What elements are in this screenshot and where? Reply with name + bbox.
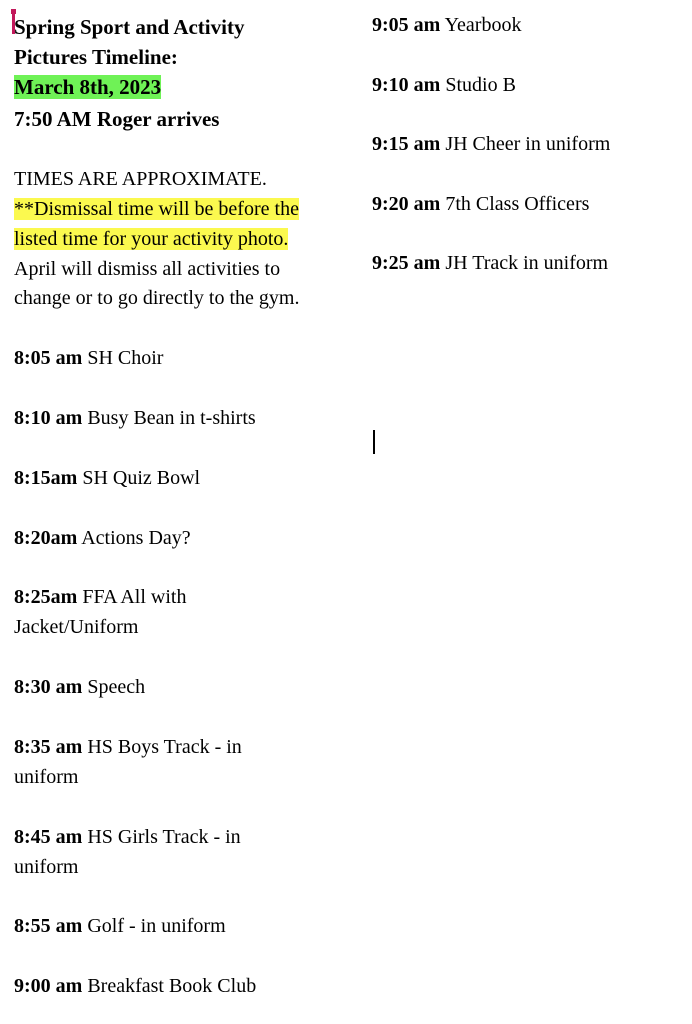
text-cursor: [373, 430, 375, 454]
arrival-line: 7:50 AM Roger arrives: [14, 106, 220, 131]
entry-activity: SH Choir: [82, 347, 164, 370]
schedule-entry: [14, 912, 334, 942]
left-column: [14, 12, 334, 1002]
entry-activity: HS Girls Track - in: [82, 825, 241, 848]
schedule-entry: [14, 823, 334, 883]
schedule-entry: [14, 464, 334, 494]
entry-activity: JH Track in uniform: [440, 252, 609, 274]
entry-activity: HS Boys Track - in: [82, 735, 242, 758]
dismissal-note: [14, 195, 334, 255]
date-line: [14, 72, 334, 104]
schedule-left-list: [14, 314, 334, 1002]
schedule-entry: [14, 733, 334, 793]
schedule-right-list: [372, 11, 682, 279]
entry-activity: Yearbook: [440, 14, 522, 36]
entry-time: 8:45 am: [14, 825, 83, 848]
document-title: [14, 12, 334, 72]
event-date: March 8th, 2023: [14, 75, 162, 99]
dismissal-line-2: listed time for your activity photo.: [14, 227, 289, 250]
entry-activity-continued: uniform: [14, 855, 79, 878]
schedule-entry: [372, 249, 682, 279]
schedule-entry: [14, 583, 334, 643]
schedule-entry: [372, 71, 682, 101]
schedule-entry: [372, 130, 682, 160]
entry-activity: Busy Bean in t-shirts: [82, 407, 256, 430]
entry-time: 8:10 am: [14, 407, 83, 430]
entry-activity: 7th Class Officers: [440, 192, 590, 215]
entry-time: 9:25 am: [372, 252, 441, 274]
entry-activity: Golf - in uniform: [82, 915, 226, 938]
entry-time: 8:15am: [14, 466, 78, 489]
dismissal-line-1: **Dismissal time will be before the: [14, 197, 299, 220]
instructions-line-1: April will dismiss all activities to: [14, 257, 281, 280]
entry-activity: SH Quiz Bowl: [77, 466, 201, 489]
entry-activity: Actions Day?: [77, 526, 191, 549]
entry-time: 8:25am: [14, 586, 78, 609]
entry-activity-continued: uniform: [14, 765, 79, 788]
schedule-entry: [14, 344, 334, 374]
entry-time: 8:55 am: [14, 915, 83, 938]
entry-activity: FFA All with: [77, 586, 187, 609]
entry-time: 9:10 am: [372, 73, 441, 96]
entry-activity-continued: Jacket/Uniform: [14, 616, 139, 639]
entry-time: 9:20 am: [372, 192, 441, 215]
title-line-2: Pictures Timeline:: [14, 45, 178, 69]
title-line-1: Spring Sport and Activity: [14, 15, 245, 39]
entry-time: 8:30 am: [14, 676, 83, 699]
entry-time: 8:05 am: [14, 347, 83, 370]
entry-activity: Breakfast Book Club: [82, 975, 257, 998]
schedule-entry: [14, 673, 334, 703]
entry-time: 8:20am: [14, 526, 78, 549]
entry-activity: Speech: [82, 676, 146, 699]
schedule-entry: [372, 11, 682, 41]
instructions: [14, 255, 334, 315]
entry-time: 9:00 am: [14, 975, 83, 998]
schedule-entry: [372, 190, 682, 220]
entry-activity: Studio B: [440, 73, 516, 96]
right-column: [372, 11, 682, 279]
approximate-notice: TIMES ARE APPROXIMATE.: [14, 167, 267, 190]
entry-time: 8:35 am: [14, 735, 83, 758]
instructions-line-2: change or to go directly to the gym.: [14, 287, 300, 310]
entry-time: 9:05 am: [372, 14, 441, 36]
schedule-entry: [14, 524, 334, 554]
schedule-entry: [14, 404, 334, 434]
schedule-entry: [14, 972, 334, 1002]
entry-activity: JH Cheer in uniform: [440, 133, 611, 155]
entry-time: 9:15 am: [372, 133, 441, 155]
